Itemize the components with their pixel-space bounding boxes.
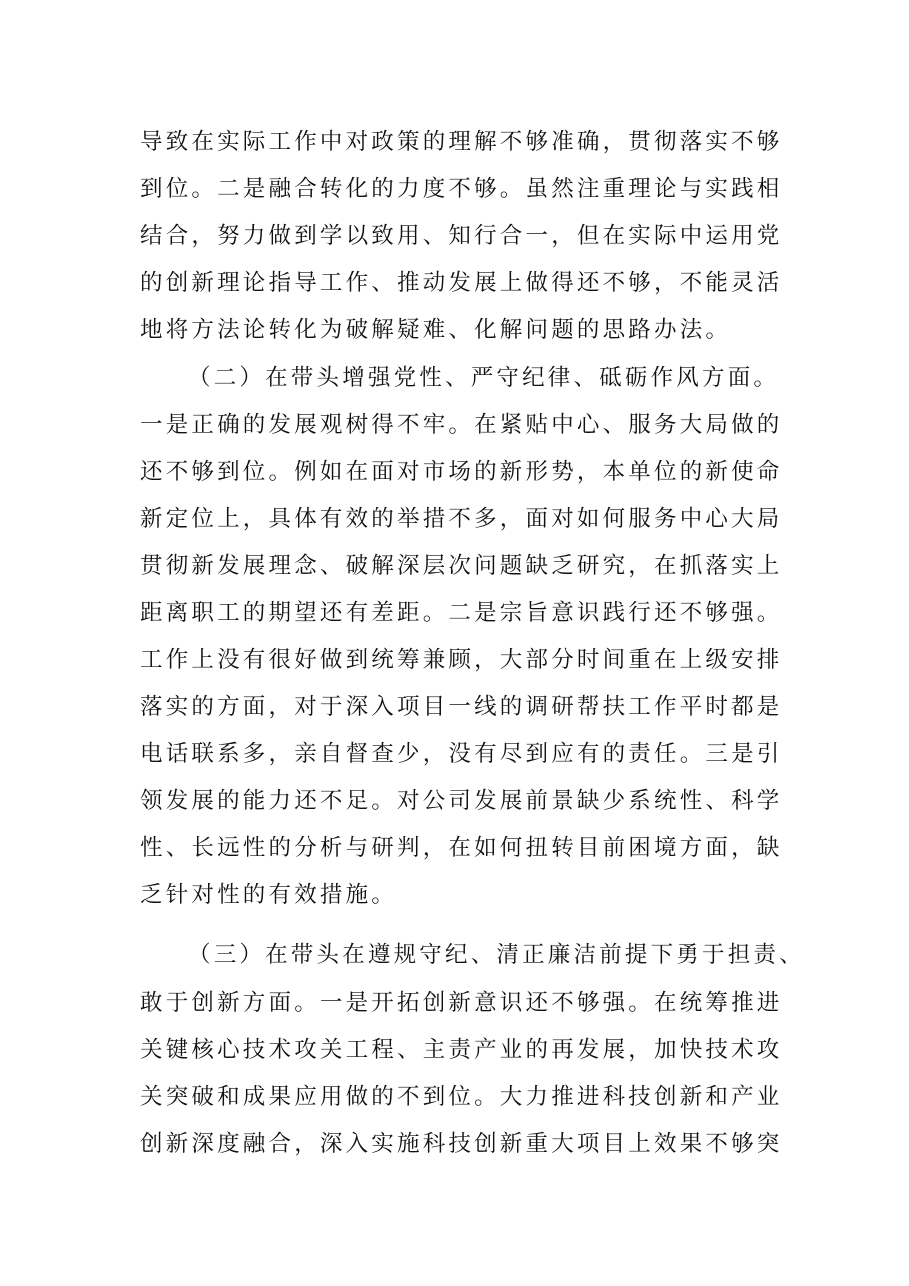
text-line: 关键核心技术攻关工程、主责产业的再发展，加快技术攻: [140, 1037, 783, 1063]
text-line: 电话联系多，亲自督查少，没有尽到应有的责任。三是引: [140, 741, 783, 767]
text-line: 乏针对性的有效措施。: [140, 882, 398, 908]
text-line: 新定位上，具体有效的举措不多，面对如何服务中心大局: [140, 506, 783, 532]
section-heading: （二）在带头增强党性、严守纪律、砥砺作风方面。: [188, 365, 780, 391]
text-line: 还不够到位。例如在面对市场的新形势，本单位的新使命: [140, 459, 783, 485]
text-line: 结合，努力做到学以致用、知行合一，但在实际中运用党: [140, 223, 783, 249]
section-heading: （三）在带头在遵规守纪、清正廉洁前提下勇于担责、: [188, 942, 805, 968]
text-line: 一是正确的发展观树得不牢。在紧贴中心、服务大局做的: [140, 412, 783, 438]
text-line: 工作上没有很好做到统筹兼顾，大部分时间重在上级安排: [140, 647, 783, 673]
text-line: 落实的方面，对于深入项目一线的调研帮扶工作平时都是: [140, 694, 783, 720]
text-line: 关突破和成果应用做的不到位。大力推进科技创新和产业: [140, 1084, 783, 1110]
text-line: 创新深度融合，深入实施科技创新重大项目上效果不够突: [140, 1131, 783, 1157]
text-line: 的创新理论指导工作、推动发展上做得还不够，不能灵活: [140, 270, 783, 296]
text-line: 到位。二是融合转化的力度不够。虽然注重理论与实践相: [140, 176, 783, 202]
text-line: 地将方法论转化为破解疑难、化解问题的思路办法。: [140, 317, 732, 343]
text-line: 敢于创新方面。一是开拓创新意识还不够强。在统筹推进: [140, 990, 783, 1016]
text-line: 领发展的能力还不足。对公司发展前景缺少系统性、科学: [140, 788, 783, 814]
text-line: 导致在实际工作中对政策的理解不够准确，贯彻落实不够: [140, 129, 783, 155]
text-line: 贯彻新发展理念、破解深层次问题缺乏研究，在抓落实上: [140, 553, 783, 579]
text-line: 性、长远性的分析与研判，在如何扭转目前困境方面，缺: [140, 835, 783, 861]
text-line: 距离职工的期望还有差距。二是宗旨意识践行还不够强。: [140, 600, 783, 626]
